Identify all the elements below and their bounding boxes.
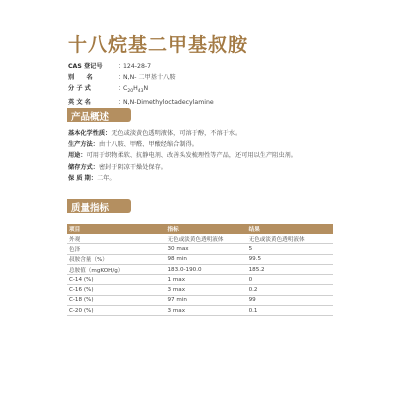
table-cell: 3 max bbox=[166, 285, 247, 295]
section-header-quality bbox=[67, 199, 131, 213]
table-cell: C-18 (%) bbox=[67, 295, 166, 305]
table-cell: 30 max bbox=[166, 244, 247, 254]
desc-value: 由十八胺、甲醛、甲酸经缩合制得。 bbox=[98, 141, 198, 149]
desc-value: 可用于织物柔软、抗静电剂、改善头发梳理性等产品，还可用以生产阻虫剂。 bbox=[86, 152, 297, 160]
table-cell: 98 min bbox=[166, 254, 247, 264]
table-cell: 外观 bbox=[67, 234, 166, 244]
desc-row bbox=[68, 128, 358, 139]
table-cell: 总胺值（mgKOH/g） bbox=[67, 264, 166, 274]
desc-label: 保 质 期： bbox=[68, 174, 98, 182]
quality-spec-table bbox=[67, 224, 333, 316]
page-title: 十八烷基二甲基叔胺 bbox=[68, 34, 249, 56]
table-cell: 0.1 bbox=[247, 306, 333, 316]
table-cell: C-20 (%) bbox=[67, 306, 166, 316]
desc-row bbox=[68, 162, 358, 173]
table-cell: 无色或淡黄色透明液体 bbox=[247, 234, 333, 244]
table-cell: 99 bbox=[247, 295, 333, 305]
section-header-overview bbox=[67, 108, 131, 122]
table-row bbox=[67, 275, 333, 285]
table-cell: 无色或淡黄色透明液体 bbox=[166, 234, 247, 244]
table-cell: 0 bbox=[247, 275, 333, 285]
table-cell: 183.0-190.0 bbox=[166, 264, 247, 274]
table-cell: 色泽 bbox=[67, 244, 166, 254]
section-title: 产品概述 bbox=[71, 112, 110, 123]
molecular-formula: $C_{20}H_{43}N$ bbox=[123, 84, 149, 94]
table-row bbox=[67, 264, 333, 274]
desc-value: 二年。 bbox=[97, 174, 116, 182]
table-cell: C-14 (%) bbox=[67, 275, 166, 285]
table-cell: 0.2 bbox=[247, 285, 333, 295]
column-header-spec: 指标 bbox=[166, 224, 247, 234]
info-row-formula: 分 子 式 ： $C_{20}H_{43}N$ bbox=[68, 84, 368, 98]
table-cell: 3 max bbox=[166, 306, 247, 316]
table-cell: C-16 (%) bbox=[67, 285, 166, 295]
desc-row bbox=[68, 173, 358, 184]
desc-label: 基本化学性质： bbox=[68, 130, 112, 137]
table-cell: 97 min bbox=[166, 295, 247, 305]
column-header-result: 结果 bbox=[247, 224, 333, 234]
info-row-cas: CAS 登记号 ： 124-28-7 bbox=[68, 62, 368, 73]
desc-label: 储存方式： bbox=[68, 163, 99, 171]
info-label: CAS 登记号 bbox=[68, 63, 103, 70]
table-cell: 1 max bbox=[166, 275, 247, 285]
info-value: N,N-Dimethyloctadecylamine bbox=[123, 98, 214, 106]
section-title: 质量指标 bbox=[71, 203, 110, 214]
info-value: 124-28-7 bbox=[123, 63, 152, 70]
table-row bbox=[67, 254, 333, 264]
table-header-row bbox=[67, 224, 333, 234]
info-row-english-name: 英 文 名 ： N,N-Dimethyloctadecylamine bbox=[68, 98, 368, 109]
table-cell: 5 bbox=[247, 244, 333, 254]
table-row bbox=[67, 295, 333, 305]
info-label: 分 子 式 bbox=[68, 84, 91, 92]
desc-label: 生产方法： bbox=[68, 141, 99, 149]
product-description bbox=[68, 128, 358, 184]
desc-value: 密封于阴凉干燥处保存。 bbox=[98, 163, 167, 171]
table-cell: 叔胺含量（%） bbox=[67, 254, 166, 264]
table-row bbox=[67, 306, 333, 316]
info-label: 英 文 名 bbox=[68, 98, 91, 106]
table-row bbox=[67, 244, 333, 254]
desc-row bbox=[68, 139, 358, 150]
info-row-alias: 别 名 ： N,N- 二甲基十八胺 bbox=[68, 73, 368, 84]
desc-value: 无色或淡黄色透明液体，可溶于醇，不溶于水。 bbox=[111, 130, 242, 137]
table-cell: 99.5 bbox=[247, 254, 333, 264]
desc-row bbox=[68, 150, 358, 161]
table-row bbox=[67, 234, 333, 244]
table-row bbox=[67, 285, 333, 295]
basic-info bbox=[68, 62, 368, 108]
table-cell: 185.2 bbox=[247, 264, 333, 274]
info-value: N,N- 二甲基十八胺 bbox=[123, 73, 176, 81]
column-header-item: 项目 bbox=[67, 224, 166, 234]
desc-label: 用途： bbox=[68, 152, 87, 160]
info-label: 别 名 bbox=[68, 73, 93, 81]
